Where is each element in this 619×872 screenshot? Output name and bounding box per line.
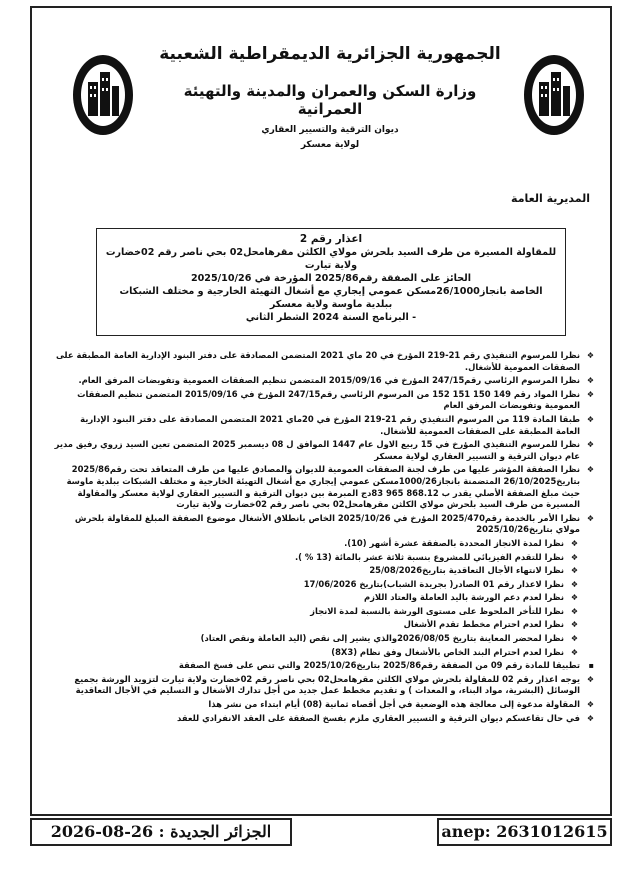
list-item-text: نظرا لمحضر المعاينة بتاريخ 2026/08/05والذي يشير إلى نقص (اليد العاملة ونقص العتاد) <box>200 633 564 644</box>
list-item-text: نظرا المواد رقم 149 150 151 152 من المرسوم الرئاسي رقم247/15 المؤرخ في 2015/09/16 المتضمن تنظيم الصفقات العمومية وتفويضات المرفق العام <box>77 388 580 411</box>
notice-line: الخاصة بانجاز26/1000مسكن عمومي إيجاري مع أشغال التهيئة الخارجية و مختلف الشبكات ببلدية ماوسة ولاية معسكر <box>119 286 543 310</box>
notice-line: - البرنامج السنة 2024 الشطر الثاني <box>245 312 417 323</box>
diamond-bullet-icon: ❖ <box>586 513 594 523</box>
diamond-bullet-icon: ❖ <box>570 647 578 657</box>
list-item <box>54 389 594 412</box>
list-item <box>54 699 594 711</box>
diamond-bullet-icon: ❖ <box>570 634 578 644</box>
list-item <box>54 579 594 591</box>
list-item-text: نظرا لعدم دعم الورشة باليد العاملة والعتاد اللازم <box>363 592 564 603</box>
list-item-text: المقاولة مدعوة إلى معالجة هذه الوضعية في أجل أقصاه ثمانية (08) أيام ابتداء من نشر هذا <box>208 699 580 710</box>
list-item-text: نظرا لعدم احترام مخطط تقدم الأشغال <box>403 619 564 630</box>
list-item-text: نظرا للمرسوم التنفيذي رقم 21-219 المؤرخ في 20 ماي 2021 المتضمن المصادقة على دفتر البنود الإدارية العامة المطبقة على الصفقات العمومية للأشغال. <box>55 350 580 372</box>
opgi-logo-left <box>70 52 136 138</box>
diamond-bullet-icon: ❖ <box>570 538 578 548</box>
list-item <box>54 713 594 725</box>
list-item <box>54 464 594 510</box>
diamond-bullet-icon: ❖ <box>586 440 594 450</box>
list-item-text: نظرا لاعذار رقم 01 الصادر( بجريدة الشباب)بتاريخ 17/06/2026 <box>303 578 564 589</box>
newspaper-date: الجزائر الجديدة : 26-08-2026 <box>30 818 292 846</box>
list-item <box>54 538 594 550</box>
list-item-text: في حال تقاعسكم ديوان الترقية و التسيير العقاري ملزم بفسخ الصفقة على العقد الانفرادي للعقد <box>177 712 580 723</box>
anep-number: anep: 2631012615 <box>437 818 612 846</box>
list-item-text: يوجه اعذار رقم 02 للمقاولة بلحرش مولاي الكلثن مقرهامحل02 بحي ناصر رقم 02خضارت ولاية تيارت لتزويد الورشة بجميع الوسائل (البشرية، مواد البناء، و المعدات ) و تقديم مخطط عمل جديد من أجل تدارك الأشغال و التسليم في الأجال التعاقدية <box>74 673 580 696</box>
list-item-text: نظرا الأمر بالخدمة رقم2025/470 المؤرخ في 2025/10/26 الخاص بانطلاق الأشغال موضوع الصفقة المبلغ للمقاولة بلحرش مولاي بتاريخ2025/10/26 <box>74 512 580 535</box>
diamond-bullet-icon: ❖ <box>570 552 578 562</box>
diamond-bullet-icon: ❖ <box>586 713 594 723</box>
diamond-bullet-icon: ❖ <box>570 566 578 576</box>
notice-box <box>96 228 566 336</box>
list-item <box>54 592 594 604</box>
diamond-bullet-icon: ❖ <box>586 414 594 424</box>
list-item <box>54 633 594 645</box>
list-item-text: طبقا المادة 119 من المرسوم التنفيذي رقم 21-219 المؤرخ في 20ماي 2021 المتضمن المصادقة على دفتر البنود الإدارية العامة المطبقة على الصفقات العمومية للأشغال. <box>80 413 580 436</box>
list-item-text: نظرا لمدة الانجاز المحددة بالصفقة عشرة أشهر (10). <box>344 537 564 548</box>
diamond-bullet-icon: ❖ <box>586 674 594 684</box>
notice-line: للمقاولة المسيرة من طرف السيد بلحرش مولاي الكلثن مقرهامحل02 بحي ناصر رقم 02خضارت ولاية تيارت <box>105 247 557 271</box>
list-item <box>54 375 594 387</box>
diamond-bullet-icon: ❖ <box>586 351 594 360</box>
diamond-bullet-icon: ❖ <box>570 593 578 603</box>
diamond-bullet-icon: ❖ <box>586 389 594 399</box>
list-item-text: تطبيقا للمادة رقم 09 من الصفقة رقم2025/86 بتاريخ2025/10/26 والتي تنص على فسخ الصفقة <box>178 660 580 671</box>
list-item-text: نظرا الصفقة المؤشر عليها من طرف لجنة الصفقات العمومية للديوان والمصادق عليها من طرف المتعاقد تحت رقم2025/86 بتاريخ26/10/2025 المتضمنة بانجاز1000/26مسكن عمومي إيجاري مع أشغال التهيئة الخارجية و مختلف الشبكات ببلدية ماوسة حيث مبلغ الصفقة الأصلي يقدر ب 868.12 965 83دج المبرمة بين ديوان الترقية و التسيير العقاري لولاية معسكر والمقاولة المسيرة من طرف السيد بلحرش مولاي الكلثن مقرهامحل02 بحي ناصر رقم 02خضارت ولاية تيارت <box>66 464 580 510</box>
list-item <box>54 565 594 577</box>
office-name: ديوان الترقية والتسيير العقاري <box>261 125 399 135</box>
list-item-text: نظرا للمرسوم التنفيذي المؤرخ في 15 ربيع الاول عام 1447 الموافق ل 08 ديسمبر 2025 المتضمن تعين السيد زروي رفيق مدير عام ديوان الترقية و التسيير العقاري لولاية معسكر <box>54 439 580 461</box>
diamond-bullet-icon: ❖ <box>586 700 594 710</box>
square-bullet-icon: ▪ <box>588 661 594 671</box>
diamond-bullet-icon: ❖ <box>570 606 578 616</box>
republic-title: الجمهورية الجزائرية الديمقراطية الشعبية <box>159 44 501 64</box>
list-item <box>54 674 594 697</box>
list-item-text: نظرا لعدم احترام البند الخاص بالأشغال وفق نظام (8X3) <box>331 646 564 657</box>
list-item-text: نظرا للتأخر الملحوظ على مستوى الورشة بالنسبة لمدة الانجاز <box>310 605 564 616</box>
list-item-text: نظرا المرسوم الرئاسي رقم247/15 المؤرخ في 2015/09/16 المتضمن تنظيم الصفقات العمومية وتفويضات المرفق العام. <box>78 375 580 386</box>
diamond-bullet-icon: ❖ <box>570 620 578 630</box>
considerations-list <box>54 350 594 726</box>
list-item <box>54 606 594 618</box>
diamond-bullet-icon: ❖ <box>570 579 578 589</box>
list-item <box>54 513 594 536</box>
list-item <box>54 647 594 659</box>
list-item <box>54 660 594 672</box>
list-item-text: نظرا لانتهاء الأجال التعاقدية بتاريخ25/08/2026 <box>369 565 564 576</box>
list-item-text: نظرا للتقدم الفيزيائي للمشروع بنسبة ثلاثة عشر بالمائة (13 % ). <box>294 551 564 562</box>
list-item <box>54 619 594 631</box>
list-item <box>54 350 594 373</box>
list-item <box>54 414 594 437</box>
diamond-bullet-icon: ❖ <box>586 465 594 475</box>
diamond-bullet-icon: ❖ <box>586 376 594 386</box>
list-item <box>54 439 594 462</box>
list-item <box>54 552 594 564</box>
wilaya-name: لولاية معسكر <box>300 140 360 150</box>
notice-line: الحائز على الصفقة رقم2025/86 المؤرخة في 2025/10/26 <box>190 273 472 284</box>
direction-label: المديرية العامة <box>511 192 590 205</box>
opgi-logo-right <box>521 52 587 138</box>
notice-title: اعذار رقم 2 <box>299 233 363 245</box>
ministry-title: وزارة السكن والعمران والمدينة والتهيئة العمرانية <box>183 82 477 118</box>
